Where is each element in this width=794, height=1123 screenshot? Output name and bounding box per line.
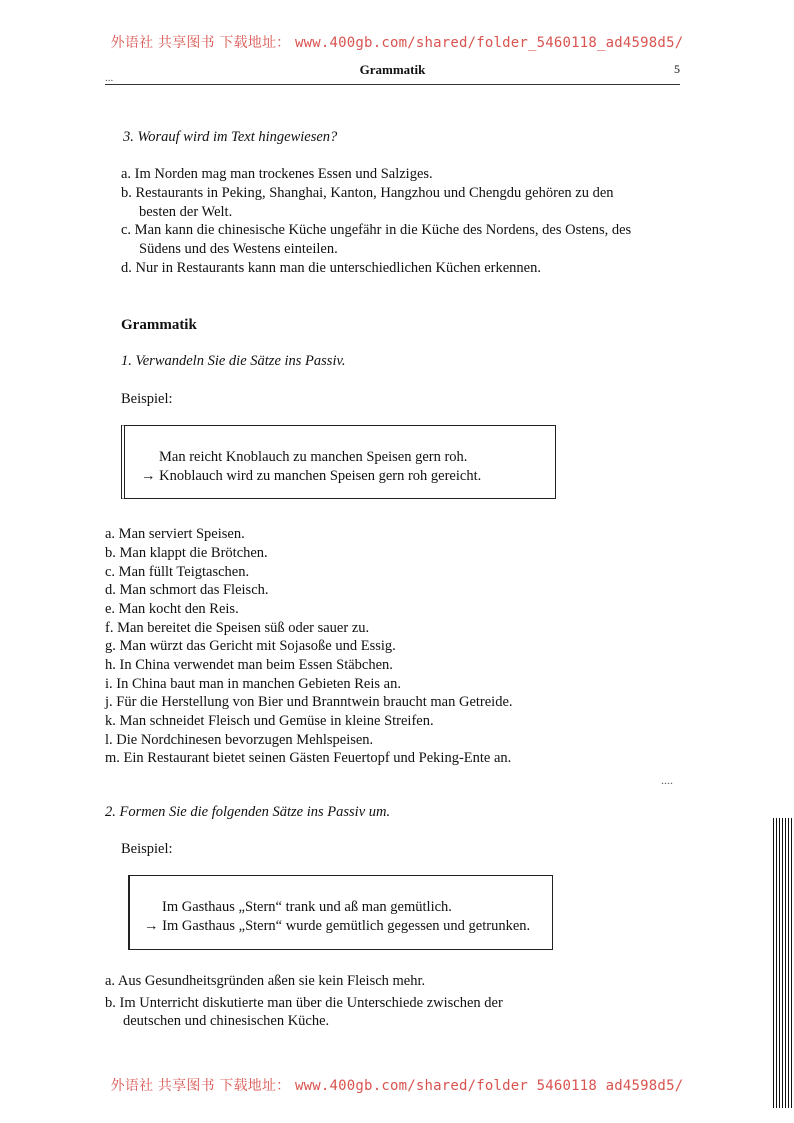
- ellipsis-mark: ....: [661, 773, 673, 787]
- exercise1-instruction: 1. Verwandeln Sie die Sätze ins Passiv.: [121, 353, 346, 369]
- exercise1-item: b. Man klappt die Brötchen.: [105, 545, 268, 561]
- question-item-b-cont: besten der Welt.: [139, 204, 233, 220]
- header-title: Grammatik: [359, 62, 426, 77]
- page-header: [105, 62, 680, 85]
- exercise1-item: e. Man kocht den Reis.: [105, 601, 239, 617]
- exercise1-item: d. Man schmort das Fleisch.: [105, 582, 269, 598]
- exercise2-example-box: [128, 875, 553, 950]
- exercise1-item: g. Man würzt das Gericht mit Sojasoße und Essig.: [105, 638, 396, 654]
- question-item-c-cont: Südens und des Westens einteilen.: [139, 241, 338, 257]
- watermark-top: [0, 32, 794, 52]
- exercise2-example-label: Beispiel:: [121, 841, 173, 857]
- exercise1-example-line2: → Knoblauch wird zu manchen Speisen gern roh gereicht.: [141, 468, 482, 484]
- header-left-mark: ...: [105, 72, 114, 84]
- exercise1-item: a. Man serviert Speisen.: [105, 526, 245, 542]
- exercise1-example-label: Beispiel:: [121, 391, 173, 407]
- exercise1-example-line1: Man reicht Knoblauch zu manchen Speisen gern roh.: [159, 449, 468, 465]
- exercise1-item: h. In China verwendet man beim Essen Stäbchen.: [105, 657, 393, 673]
- exercise1-item: l. Die Nordchinesen bevorzugen Mehlspeisen.: [105, 732, 374, 748]
- exercise1-example-box: [121, 425, 556, 499]
- watermark-bottom-text: 外语社 共享图书 下载地址：: [110, 1078, 291, 1094]
- exercise2-instruction: 2. Formen Sie die folgenden Sätze ins Passiv um.: [105, 804, 391, 820]
- watermark-bottom-url: www.400gb.com/shared/folder 5460118 ad4598d5/: [295, 1078, 684, 1094]
- grammar-heading: Grammatik: [121, 317, 197, 333]
- exercise2-example-line2: → Im Gasthaus „Stern“ wurde gemütlich gegessen und getrunken.: [144, 918, 531, 934]
- watermark-top-text: 外语社 共享图书 下载地址：: [110, 35, 291, 51]
- exercise1-item: j. Für die Herstellung von Bier und Branntwein braucht man Getreide.: [105, 694, 513, 710]
- exercise2-example-line1: Im Gasthaus „Stern“ trank und aß man gemütlich.: [162, 899, 452, 915]
- question-item-d: d. Nur in Restaurants kann man die unterschiedlichen Küchen erkennen.: [121, 260, 541, 276]
- exercise1-item: c. Man füllt Teigtaschen.: [105, 564, 250, 580]
- exercise2-item-b: b. Im Unterricht diskutierte man über die Unterschiede zwischen der: [105, 995, 503, 1011]
- scan-edge-artifact: [773, 818, 793, 1108]
- exercise2-item-b-cont: deutschen und chinesischen Küche.: [123, 1013, 330, 1029]
- exercise1-item: f. Man bereitet die Speisen süß oder sauer zu.: [105, 620, 370, 636]
- exercise1-item: i. In China baut man in manchen Gebieten Reis an.: [105, 676, 401, 692]
- exercise1-item: m. Ein Restaurant bietet seinen Gästen Feuertopf und Peking-Ente an.: [105, 750, 512, 766]
- question-item-a: a. Im Norden mag man trockenes Essen und Salziges.: [121, 166, 433, 182]
- question-item-c: c. Man kann die chinesische Küche ungefähr in die Küche des Nordens, des Ostens, des: [121, 222, 632, 238]
- exercise2-item-a: a. Aus Gesundheitsgründen aßen sie kein Fleisch mehr.: [105, 973, 426, 989]
- watermark-bottom: [0, 1075, 794, 1095]
- exercise1-item: k. Man schneidet Fleisch und Gemüse in kleine Streifen.: [105, 713, 434, 729]
- question-label: 3. Worauf wird im Text hingewiesen?: [123, 129, 338, 145]
- watermark-top-url: www.400gb.com/shared/folder_5460118_ad4598d5/: [295, 35, 684, 51]
- page-number: 5: [674, 62, 680, 76]
- question-item-b: b. Restaurants in Peking, Shanghai, Kanton, Hangzhou und Chengdu gehören zu den: [121, 185, 614, 201]
